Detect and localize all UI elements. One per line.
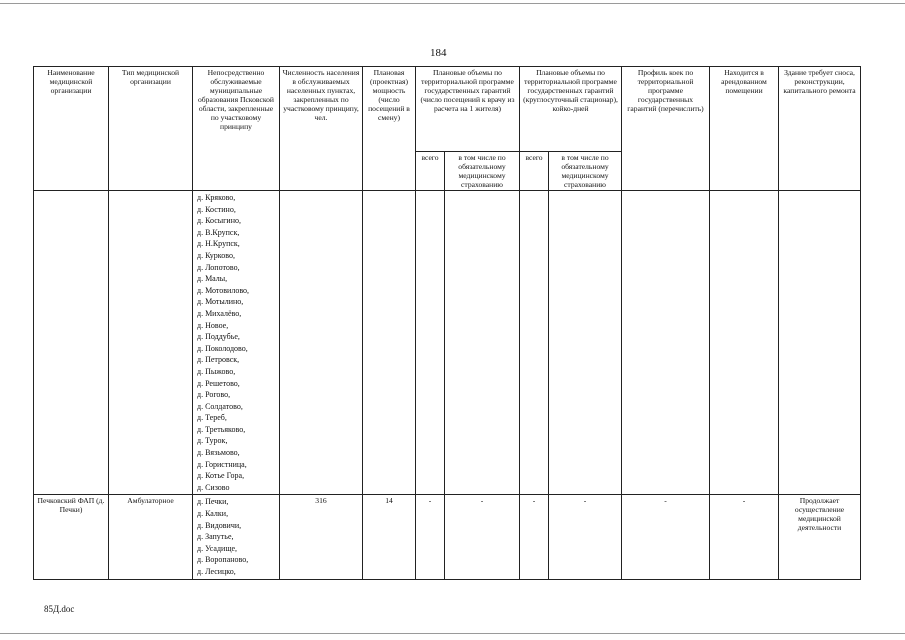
village-item: д. Косыгино, [197,216,241,226]
village-item: д. Тереб, [197,413,227,423]
village-item: д. В.Крупск, [197,227,240,237]
cell-empty [622,191,710,495]
header-repair: Здание требует сноса, реконструкции, капитального ремонта [779,67,861,191]
village-item: д. Кряково, [197,193,236,202]
village-item: д. Мотылино, [197,297,244,307]
cell-visits-oms: - [445,495,520,579]
village-item: д. Малы, [197,274,228,284]
village-item: д. Вязьмово, [197,448,240,458]
cell-profile: - [622,495,710,579]
cell-empty [363,191,416,495]
cell-capacity: 14 [363,495,416,579]
village-item: д. Курково, [197,250,236,260]
village-item: д. Лесицко, [197,567,236,576]
cell-empty [710,191,779,495]
village-item: д. Котье Гора, [197,471,245,481]
village-item: д. Новое, [197,320,229,330]
header-municipal: Непосредственно обслуживаемые муниципальные образования Псковской области, закрепленные по участковому принципу [193,67,280,191]
cell-empty [280,191,363,495]
cell-org-name: Печковский ФАП (д. Печки) [34,495,109,579]
header-capacity: Плановая (проектная) мощность (число посещений в смену) [363,67,416,191]
header-beds-oms: в том числе по обязательному медицинскому страхованию [549,152,622,191]
header-visits-oms: в том числе по обязательному медицинскому страхованию [445,152,520,191]
cell-villages [193,495,280,579]
cell-org-name-empty [34,191,109,495]
header-row [34,67,861,152]
cell-rented: - [710,495,779,579]
village-item: д. Третьяково, [197,424,246,434]
scan-edge-bottom [0,633,905,634]
header-visits-total: всего [416,152,445,191]
header-beds-plan: Плановые объемы по территориальной программе государственных гарантий (круглосуточный стационар), койко-дней [520,67,622,152]
header-org-type: Тип медицинской организации [109,67,193,191]
village-item: д. Печки, [197,497,229,507]
header-population: Численность населения в обслуживаемых населенных пунктах, закрепленных по участковому принципу, чел. [280,67,363,191]
table-row [34,495,861,579]
header-visits-plan: Плановые объемы по территориальной программе государственных гарантий (число посещений к врачу из расчета на 1 жителя) [416,67,520,152]
cell-villages [193,191,280,495]
village-item: д. Запутье, [197,532,234,542]
village-item: д. Солдатово, [197,401,243,411]
header-profile: Профиль коек по территориальной программе государственных гарантий (перечислить) [622,67,710,191]
village-item: д. Усадище, [197,543,238,553]
facilities-table [33,66,861,580]
village-item: д. Гористница, [197,459,247,469]
cell-empty [445,191,520,495]
header-rented: Находится в арендованном помещении [710,67,779,191]
cell-empty [549,191,622,495]
header-org-name: Наименование медицинской организации [34,67,109,191]
village-item: д. Петровск, [197,355,240,365]
village-item: д. Сизово [197,482,230,492]
header-beds-total: всего [520,152,549,191]
village-item: д. Поколодово, [197,343,248,353]
footer-filename: 85Д.doc [44,604,75,614]
village-item: д. Лопотово, [197,262,240,272]
village-item: д. Воропаново, [197,555,249,565]
village-item: д. Решетово, [197,378,240,388]
cell-beds-oms: - [549,495,622,579]
cell-org-type-empty [109,191,193,495]
cell-population: 316 [280,495,363,579]
cell-repair: Продолжает осуществление медицинской деятельности [779,495,861,579]
village-item: д. Рогово, [197,390,231,400]
village-item: д. Михалёво, [197,308,242,318]
cell-beds-total: - [520,495,549,579]
village-item: д. Мотовилово, [197,285,250,295]
village-item: д. Поддубье, [197,332,240,342]
village-item: д. Калки, [197,509,229,519]
page-number: 184 [430,47,447,59]
village-item: д. Пыжово, [197,366,236,376]
village-item: д. Н.Крупск, [197,239,240,249]
cell-empty [520,191,549,495]
cell-visits-total: - [416,495,445,579]
cell-empty [416,191,445,495]
village-item: д. Турок, [197,436,228,446]
scan-edge-top [0,3,905,4]
village-item: д. Видовичи, [197,520,242,530]
cell-org-type: Амбулаторное [109,495,193,579]
table-row [34,191,861,495]
village-item: д. Костино, [197,204,236,214]
cell-empty [779,191,861,495]
